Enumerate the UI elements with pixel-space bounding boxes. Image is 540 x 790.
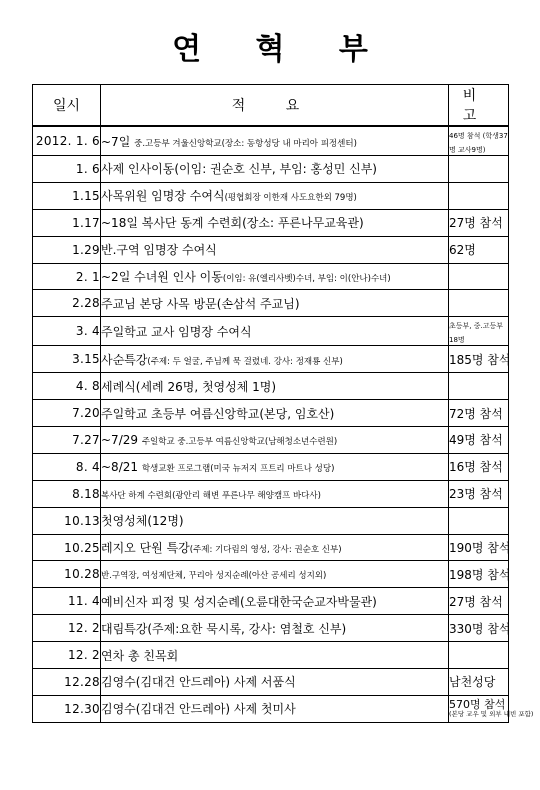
- table-row: [33, 209, 509, 236]
- table-row: [33, 588, 509, 615]
- row-summary: [101, 453, 449, 480]
- row-date: 10.25: [33, 534, 101, 561]
- table-row: [33, 236, 509, 263]
- row-summary-main: 반.구역 임명장 수여식: [101, 243, 217, 258]
- row-date: 2012. 1. 6: [33, 126, 101, 156]
- row-note-text: 27명 참석: [449, 594, 503, 609]
- table-row: [33, 156, 509, 183]
- row-summary: [101, 588, 449, 615]
- table-row: [33, 480, 509, 507]
- row-note: [449, 642, 509, 669]
- row-date: 12.28: [33, 669, 101, 696]
- row-summary-main: 사순특강: [101, 352, 148, 367]
- row-note: [449, 695, 534, 722]
- row-note: [449, 317, 509, 346]
- row-summary: [101, 346, 449, 373]
- table-row: [33, 290, 509, 317]
- row-summary: [101, 236, 449, 263]
- row-date: 12.30: [33, 695, 101, 722]
- row-date: 11. 4: [33, 588, 101, 615]
- row-note-text: 62명: [449, 243, 476, 258]
- row-date: 3. 4: [33, 317, 101, 346]
- row-summary: [101, 209, 449, 236]
- row-note: [449, 453, 509, 480]
- row-note-text: 190명 참석: [449, 541, 511, 556]
- table-row: [33, 317, 509, 346]
- row-summary-detail: 중.고등부 겨울신앙학교(장소: 동항성당 내 마리아 피정센터): [134, 138, 357, 149]
- row-summary-main: 대림특강(주제:요한 묵시록, 강사: 염철호 신부): [101, 621, 347, 636]
- row-summary-main: ~2일 수녀원 인사 이동: [101, 270, 223, 284]
- row-summary-main: 김영수(김대건 안드레아) 사제 첫미사: [101, 702, 296, 717]
- header-summary: 적 요: [101, 85, 449, 127]
- row-summary-main: 세례식(세례 26명, 첫영성체 1명): [101, 379, 277, 394]
- table-body: [33, 126, 534, 722]
- table-row: [33, 507, 509, 534]
- row-note: [449, 507, 509, 534]
- row-summary: [101, 317, 449, 346]
- row-note: [449, 588, 509, 615]
- row-note: [449, 561, 509, 588]
- row-note: [449, 182, 509, 209]
- table-row: [33, 263, 509, 290]
- row-summary-main: 첫영성체(12명): [101, 514, 184, 529]
- row-summary: [101, 615, 449, 642]
- row-date: 1.15: [33, 182, 101, 209]
- row-summary-detail: (주제: 기다림의 영성, 강사: 권순호 신부): [189, 545, 342, 556]
- table-row: [33, 642, 509, 669]
- row-note-text: 16명 참석: [449, 460, 503, 475]
- row-summary-main: 주일학교 교사 임명장 수여식: [101, 324, 252, 339]
- row-date: 10.13: [33, 507, 101, 534]
- row-summary-main: ~8/21: [101, 459, 142, 474]
- row-summary-main: ~7/29: [101, 432, 142, 447]
- row-summary-detail: 주일학교 중.고등부 여름신앙학교(남해청소년수련원): [141, 436, 338, 447]
- table-row: [33, 182, 509, 209]
- table-header-row: [33, 85, 509, 127]
- table-row: [33, 615, 509, 642]
- row-summary-main: 주교님 본당 사목 방문(손삼석 주교님): [101, 296, 300, 311]
- row-note-main: 570명 참석: [449, 698, 506, 712]
- row-summary: [101, 263, 449, 290]
- chronology-table: [32, 84, 534, 723]
- row-note-detail: (본당 교우 및 외부 내빈 포함): [449, 710, 534, 719]
- row-note: [449, 209, 509, 236]
- row-date: 7.27: [33, 427, 101, 454]
- table-row: [33, 695, 509, 722]
- row-summary-main: 사제 인사이동(이임: 권순호 신부, 부임: 홍성민 신부): [101, 162, 377, 177]
- row-summary-main: 김영수(김대건 안드레아) 사제 서품식: [101, 675, 296, 690]
- row-note: [449, 427, 509, 454]
- table-row: [33, 534, 509, 561]
- row-note: [449, 346, 509, 373]
- row-date: 3.15: [33, 346, 101, 373]
- row-summary: [101, 642, 449, 669]
- row-note: [449, 156, 509, 183]
- row-summary: [101, 373, 449, 400]
- row-summary-detail: 학생교환 프로그램(미국 뉴저지 프트리 마트나 성당): [141, 463, 335, 474]
- row-note: [449, 236, 509, 263]
- row-note-text: 초등부, 중.고등부 18명: [449, 322, 504, 345]
- row-date: 1.17: [33, 209, 101, 236]
- row-summary: [101, 156, 449, 183]
- row-summary: [101, 669, 449, 696]
- row-date: 2. 1: [33, 263, 101, 290]
- row-summary: [101, 507, 449, 534]
- row-note-text: 남천성당: [449, 675, 496, 690]
- row-note: [449, 615, 509, 642]
- row-summary: [101, 126, 449, 156]
- table-row: [33, 669, 509, 696]
- row-note-text: 72명 참석: [449, 406, 503, 421]
- row-date: 12. 2: [33, 642, 101, 669]
- row-summary: [101, 427, 449, 454]
- row-note: [449, 263, 509, 290]
- row-note: [449, 534, 509, 561]
- table-row: [33, 453, 509, 480]
- row-summary-detail: (이임: 유(엘리사벳)수녀, 부임: 이(안나)수녀): [222, 274, 391, 284]
- row-summary-main: ~7일: [101, 134, 135, 149]
- row-summary-main: 주일학교 초등부 여름신앙학교(본당, 임호산): [101, 406, 335, 421]
- row-date: 1.29: [33, 236, 101, 263]
- row-summary-main: 사목위원 임명장 수여식: [101, 189, 225, 204]
- row-date: 8. 4: [33, 453, 101, 480]
- header-date: 일시: [33, 85, 101, 127]
- row-date: 2.28: [33, 290, 101, 317]
- row-note: [449, 669, 509, 696]
- table-row: [33, 400, 509, 427]
- row-summary: [101, 182, 449, 209]
- table-row: [33, 427, 509, 454]
- header-note: 비 고: [449, 85, 509, 127]
- row-note: [449, 126, 509, 156]
- row-date: 8.18: [33, 480, 101, 507]
- row-date: 7.20: [33, 400, 101, 427]
- row-note-text: 185명 참석: [449, 352, 511, 367]
- row-note-text: 46명 참석 (학생37명 교사9명): [449, 132, 508, 154]
- row-summary: [101, 561, 449, 588]
- table-row: [33, 126, 509, 156]
- table-row: [33, 561, 509, 588]
- row-note-text: 23명 참석: [449, 487, 503, 502]
- row-summary: [101, 480, 449, 507]
- row-note: [449, 480, 509, 507]
- row-summary-detail: (주제: 두 얼굴, 주님께 묵 걸렸네. 강사: 정재룡 신부): [147, 356, 343, 367]
- row-summary-main: 예비신자 피정 및 성지순례(오륜대한국순교자박물관): [101, 594, 377, 609]
- row-note: [449, 373, 509, 400]
- row-date: 12. 2: [33, 615, 101, 642]
- row-note-text: 198명 참석: [449, 567, 511, 582]
- row-summary: [101, 290, 449, 317]
- row-note-text: 330명 참석: [449, 621, 511, 636]
- page-title: 연 혁 부: [172, 32, 390, 67]
- row-summary: [101, 400, 449, 427]
- row-note-text: 27명 참석: [449, 216, 503, 231]
- row-note: [449, 290, 509, 317]
- row-summary-main: ~18일 복사단 동계 수련회(장소: 푸른나무교육관): [101, 216, 364, 231]
- row-summary-detail: 복사단 하계 수련회(광안리 해변 푸른나무 해양캠프 바다사): [101, 490, 321, 501]
- row-date: 1. 6: [33, 156, 101, 183]
- row-date: 4. 8: [33, 373, 101, 400]
- row-note: [449, 400, 509, 427]
- table-row: [33, 346, 509, 373]
- table-row: [33, 373, 509, 400]
- row-summary-detail: 반.구역장, 여성제단체, 꾸리아 성지순례(아산 공세리 성지외): [101, 571, 327, 582]
- row-date: 10.28: [33, 561, 101, 588]
- row-summary-detail: (평협회장 이한재 사도요한외 79명): [224, 193, 357, 204]
- row-summary-main: 레지오 단원 특강: [101, 541, 190, 556]
- row-summary-main: 연차 총 친목회: [101, 648, 179, 663]
- row-summary: [101, 695, 449, 722]
- row-summary: [101, 534, 449, 561]
- row-note-text: 49명 참석: [449, 433, 503, 448]
